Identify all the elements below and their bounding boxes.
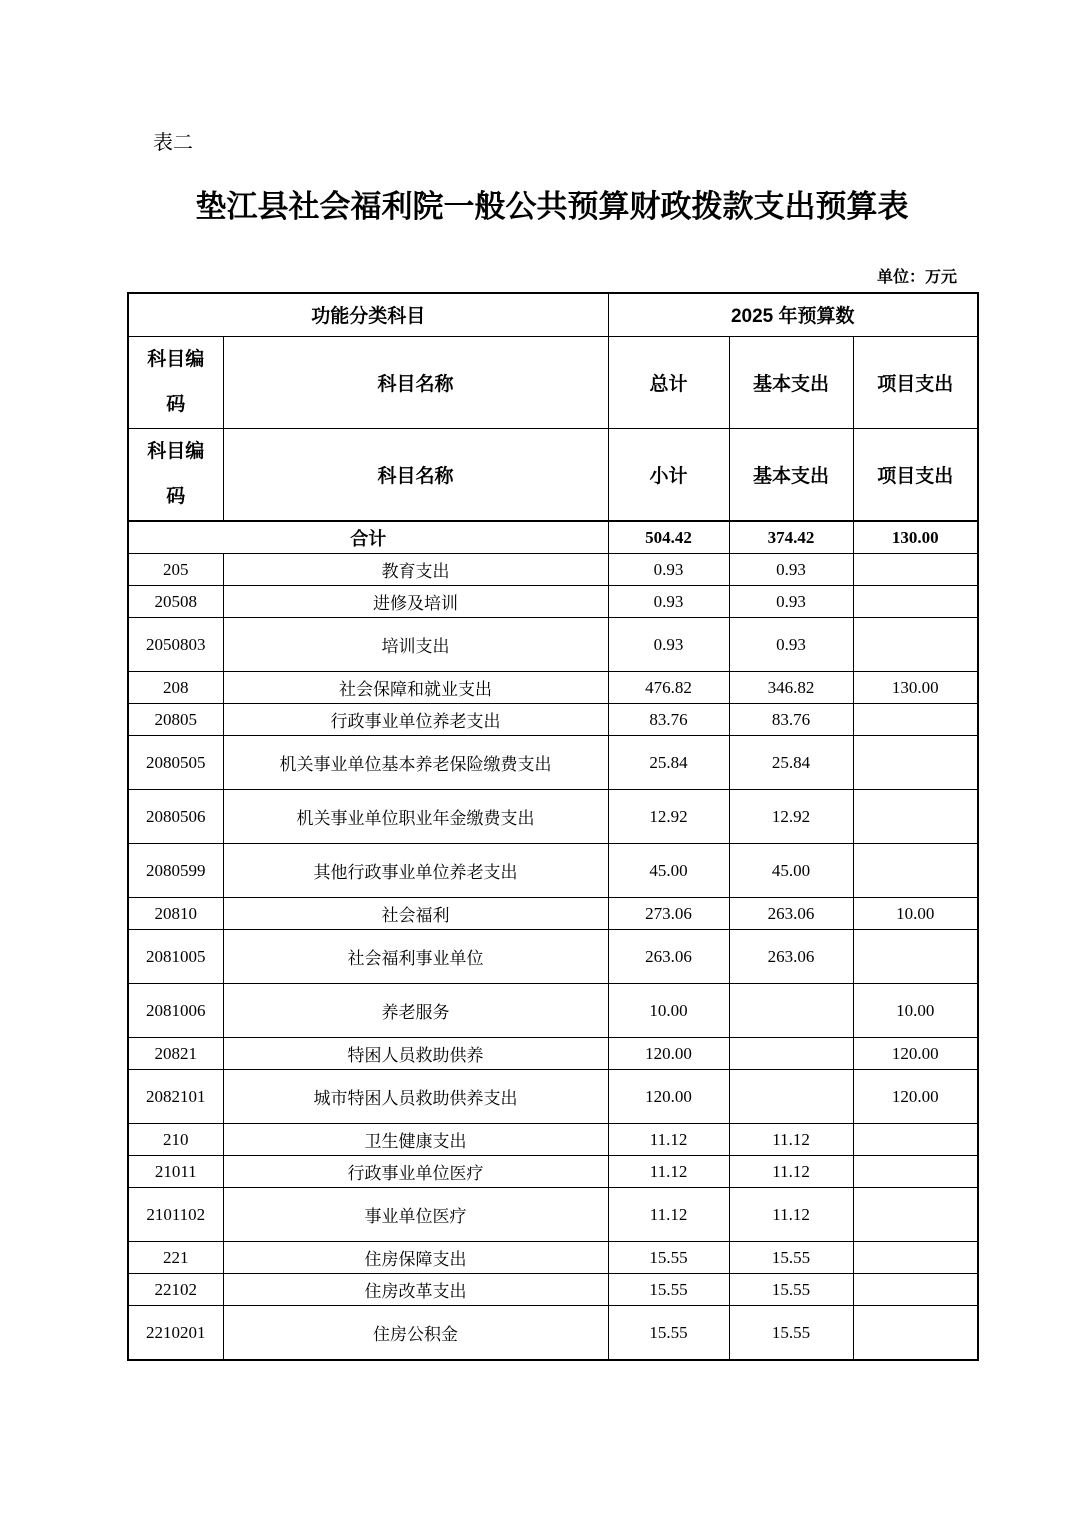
basic-expense-cell: 15.55	[729, 1306, 853, 1360]
table-row	[128, 1306, 978, 1360]
project-expense-cell: 130.00	[853, 521, 978, 554]
table-row	[128, 1038, 978, 1070]
subject-name-cell: 社会福利事业单位	[223, 930, 608, 984]
basic-expense-cell: 11.12	[729, 1188, 853, 1242]
subject-code-cell: 208	[128, 672, 223, 704]
table-row	[128, 1242, 978, 1274]
total-cell: 12.92	[608, 790, 729, 844]
subject-code-cell: 221	[128, 1242, 223, 1274]
table-row	[128, 1188, 978, 1242]
subject-name-cell: 其他行政事业单位养老支出	[223, 844, 608, 898]
project-expense-cell: 10.00	[853, 898, 978, 930]
project-expense-cell	[853, 1156, 978, 1188]
basic-expense-cell: 346.82	[729, 672, 853, 704]
basic-expense-cell: 15.55	[729, 1242, 853, 1274]
header-budget-2025: 2025 年预算数	[608, 293, 978, 336]
total-cell: 15.55	[608, 1306, 729, 1360]
project-expense-cell	[853, 1274, 978, 1306]
total-cell: 83.76	[608, 704, 729, 736]
basic-expense-cell	[729, 1070, 853, 1124]
basic-expense-cell: 0.93	[729, 554, 853, 586]
basic-expense-cell	[729, 984, 853, 1038]
project-expense-cell: 10.00	[853, 984, 978, 1038]
project-expense-cell	[853, 1242, 978, 1274]
subject-code-cell: 2081006	[128, 984, 223, 1038]
table-row	[128, 1070, 978, 1124]
project-expense-cell	[853, 704, 978, 736]
basic-expense-cell: 45.00	[729, 844, 853, 898]
subject-code-cell: 2050803	[128, 618, 223, 672]
project-expense-cell: 130.00	[853, 672, 978, 704]
total-cell: 476.82	[608, 672, 729, 704]
subject-code-cell: 21011	[128, 1156, 223, 1188]
total-cell: 120.00	[608, 1070, 729, 1124]
subject-name-cell: 行政事业单位养老支出	[223, 704, 608, 736]
subject-name-cell: 住房公积金	[223, 1306, 608, 1360]
subject-name-cell: 住房改革支出	[223, 1274, 608, 1306]
project-expense-cell	[853, 554, 978, 586]
unit-note: 单位：万元	[876, 269, 957, 286]
basic-expense-cell: 83.76	[729, 704, 853, 736]
header-subtotal: 小计	[608, 428, 729, 521]
basic-expense-cell: 263.06	[729, 898, 853, 930]
subject-code-cell: 22102	[128, 1274, 223, 1306]
subject-name-cell: 城市特困人员救助供养支出	[223, 1070, 608, 1124]
header-functional-classification: 功能分类科目	[128, 293, 608, 336]
project-expense-cell: 120.00	[853, 1070, 978, 1124]
subject-name-cell: 行政事业单位医疗	[223, 1156, 608, 1188]
header-basic-expense: 基本支出	[729, 428, 853, 521]
subject-code-cell: 20508	[128, 586, 223, 618]
subject-name-cell: 养老服务	[223, 984, 608, 1038]
table-row	[128, 618, 978, 672]
basic-expense-cell: 263.06	[729, 930, 853, 984]
subject-name-cell: 社会保障和就业支出	[223, 672, 608, 704]
project-expense-cell	[853, 930, 978, 984]
total-cell: 10.00	[608, 984, 729, 1038]
grand-total-row	[128, 521, 978, 554]
table-label: 表二	[153, 132, 193, 154]
table-row	[128, 844, 978, 898]
table-row	[128, 984, 978, 1038]
header-grand-total: 总计	[608, 336, 729, 428]
total-cell: 0.93	[608, 586, 729, 618]
subject-name-cell: 机关事业单位基本养老保险缴费支出	[223, 736, 608, 790]
project-expense-cell	[853, 790, 978, 844]
subject-name-cell: 培训支出	[223, 618, 608, 672]
subject-code-cell: 20810	[128, 898, 223, 930]
subject-name-cell: 进修及培训	[223, 586, 608, 618]
subject-code-cell: 20805	[128, 704, 223, 736]
header-subject-code	[128, 336, 223, 428]
total-cell: 120.00	[608, 1038, 729, 1070]
subject-code-cell: 2080599	[128, 844, 223, 898]
document-page	[127, 0, 977, 1361]
total-cell: 15.55	[608, 1242, 729, 1274]
table-row	[128, 586, 978, 618]
subject-name-cell: 住房保障支出	[223, 1242, 608, 1274]
header-subject-name: 科目名称	[223, 336, 608, 428]
basic-expense-cell: 11.12	[729, 1124, 853, 1156]
total-cell: 25.84	[608, 736, 729, 790]
table-row	[128, 930, 978, 984]
header-basic-expense: 基本支出	[729, 336, 853, 428]
table-row	[128, 898, 978, 930]
subject-code-cell: 2101102	[128, 1188, 223, 1242]
total-cell: 11.12	[608, 1188, 729, 1242]
project-expense-cell	[853, 1124, 978, 1156]
header-row-total	[128, 336, 978, 428]
table-row	[128, 1124, 978, 1156]
budget-table	[127, 292, 979, 1361]
grand-total-label: 合计	[128, 521, 608, 554]
project-expense-cell: 120.00	[853, 1038, 978, 1070]
basic-expense-cell: 11.12	[729, 1156, 853, 1188]
total-cell: 11.12	[608, 1156, 729, 1188]
subject-name-cell: 机关事业单位职业年金缴费支出	[223, 790, 608, 844]
table-row	[128, 1274, 978, 1306]
header-project-expense: 项目支出	[853, 428, 978, 521]
basic-expense-cell: 25.84	[729, 736, 853, 790]
basic-expense-cell: 15.55	[729, 1274, 853, 1306]
table-row	[128, 554, 978, 586]
subject-code-cell: 210	[128, 1124, 223, 1156]
total-cell: 45.00	[608, 844, 729, 898]
subject-code-cell: 2080505	[128, 736, 223, 790]
header-project-expense: 项目支出	[853, 336, 978, 428]
subject-name-cell: 卫生健康支出	[223, 1124, 608, 1156]
header-subject-code-label: 科目编码	[147, 440, 205, 508]
subject-code-cell: 2081005	[128, 930, 223, 984]
total-cell: 0.93	[608, 554, 729, 586]
total-cell: 504.42	[608, 521, 729, 554]
table-row	[128, 672, 978, 704]
table-row	[128, 790, 978, 844]
subject-code-cell: 205	[128, 554, 223, 586]
subject-code-cell: 2082101	[128, 1070, 223, 1124]
total-cell: 15.55	[608, 1274, 729, 1306]
subject-name-cell: 事业单位医疗	[223, 1188, 608, 1242]
subject-code-cell: 20821	[128, 1038, 223, 1070]
project-expense-cell	[853, 844, 978, 898]
project-expense-cell	[853, 586, 978, 618]
subject-code-cell: 2210201	[128, 1306, 223, 1360]
header-group-row	[128, 293, 978, 336]
table-row	[128, 736, 978, 790]
header-subject-code	[128, 428, 223, 521]
header-subject-code-label: 科目编码	[147, 348, 205, 416]
total-cell: 11.12	[608, 1124, 729, 1156]
subject-code-cell: 2080506	[128, 790, 223, 844]
subject-name-cell: 社会福利	[223, 898, 608, 930]
basic-expense-cell: 374.42	[729, 521, 853, 554]
project-expense-cell	[853, 1188, 978, 1242]
total-cell: 263.06	[608, 930, 729, 984]
table-row	[128, 1156, 978, 1188]
total-cell: 0.93	[608, 618, 729, 672]
table-row	[128, 704, 978, 736]
total-cell: 273.06	[608, 898, 729, 930]
basic-expense-cell: 0.93	[729, 618, 853, 672]
project-expense-cell	[853, 618, 978, 672]
subject-name-cell: 教育支出	[223, 554, 608, 586]
subject-name-cell: 特困人员救助供养	[223, 1038, 608, 1070]
basic-expense-cell: 0.93	[729, 586, 853, 618]
project-expense-cell	[853, 736, 978, 790]
header-row-subtotal	[128, 428, 978, 521]
project-expense-cell	[853, 1306, 978, 1360]
document-title: 垫江县社会福利院一般公共预算财政拨款支出预算表	[195, 189, 909, 224]
basic-expense-cell	[729, 1038, 853, 1070]
header-subject-name: 科目名称	[223, 428, 608, 521]
basic-expense-cell: 12.92	[729, 790, 853, 844]
